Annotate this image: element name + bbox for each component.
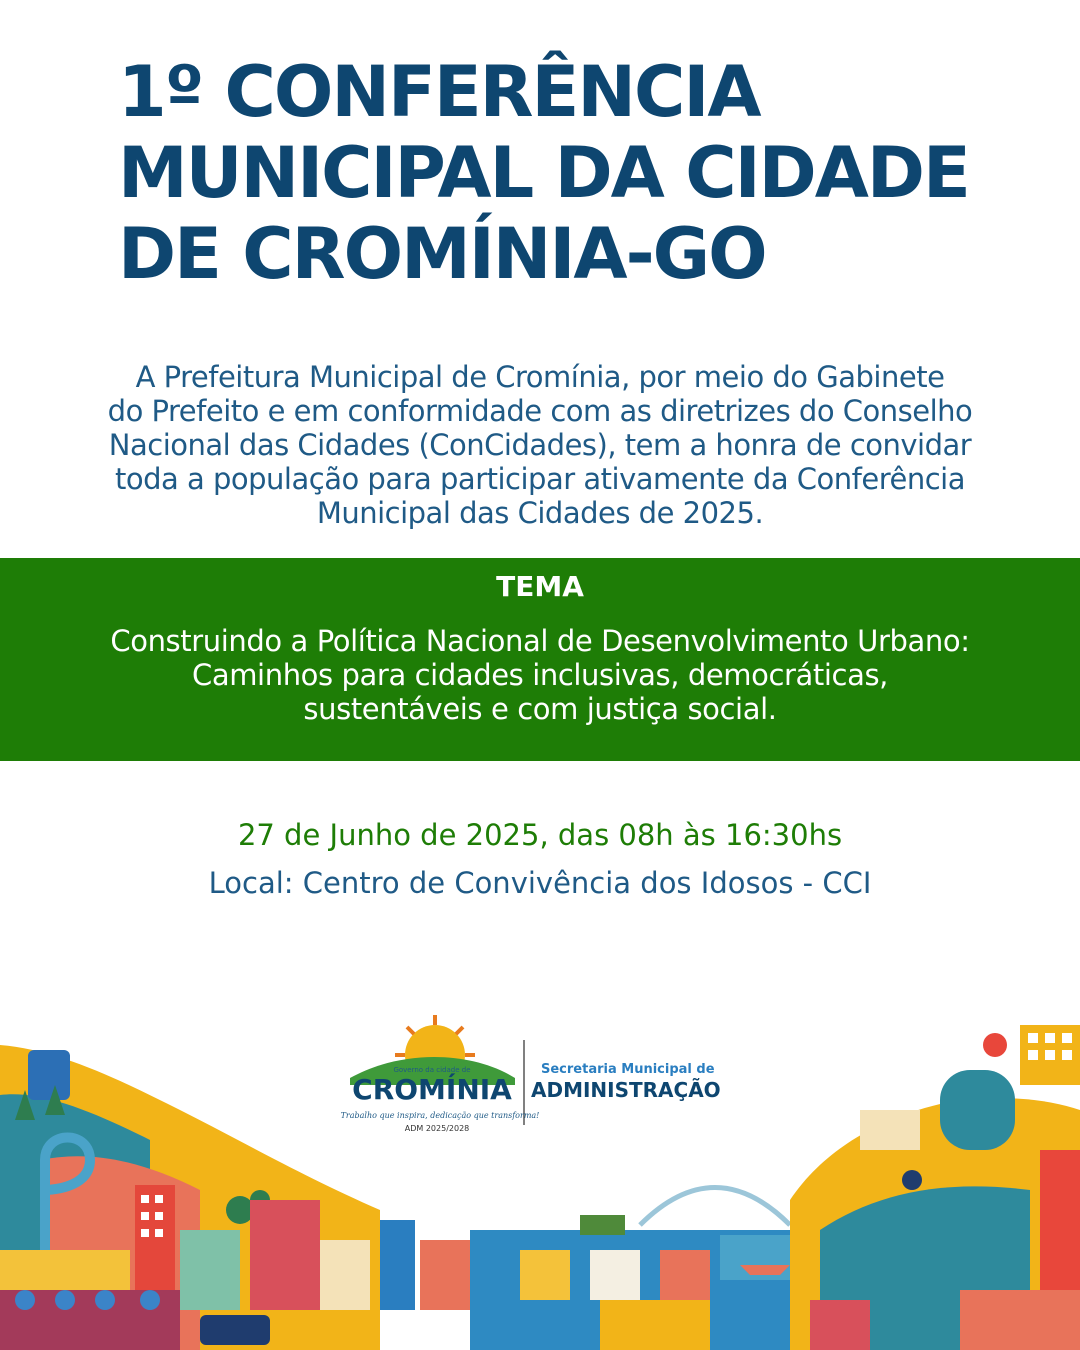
location-pin-icon <box>983 1033 1007 1057</box>
event-location: Local: Centro de Convivência dos Idosos - CCI <box>208 866 872 900</box>
city-logo-slogan: Trabalho que inspira, dedicação que transforma! <box>340 1111 540 1120</box>
city-logo-name: CROMÍNIA <box>352 1073 512 1106</box>
city-logo-term: ADM 2025/2028 <box>404 1124 470 1133</box>
event-date: 27 de Junho de 2025, das 08h às 16:30hs <box>237 818 843 852</box>
cyclist-icon <box>902 1170 922 1190</box>
intro-line: Nacional das Cidades (ConCidades), tem a honra de convidar <box>108 428 972 462</box>
intro-line: A Prefeitura Municipal de Cromínia, por meio do Gabinete <box>135 360 945 394</box>
intro-line: do Prefeito e em conformidade com as diretrizes do Conselho <box>107 394 973 428</box>
theme-line: Caminhos para cidades inclusivas, democráticas, <box>191 658 889 692</box>
truck-icon <box>580 1215 625 1235</box>
theme-line: sustentáveis e com justiça social. <box>303 692 777 726</box>
theme-label: TEMA <box>496 570 584 603</box>
city-logo-small: Governo da cidade de <box>393 1066 471 1074</box>
intro-line: toda a população para participar ativamente da Conferência <box>114 462 966 496</box>
title-line-1: 1º CONFERÊNCIA <box>118 51 760 133</box>
intro-paragraph <box>30 360 1050 530</box>
secretariat-line-2: ADMINISTRAÇÃO <box>531 1078 721 1102</box>
intro-line: Municipal das Cidades de 2025. <box>316 496 764 530</box>
theme-text <box>20 624 1060 726</box>
page-title <box>118 52 1018 295</box>
theme-line: Construindo a Política Nacional de Desenvolvimento Urbano: <box>110 624 970 658</box>
title-line-2: MUNICIPAL DA CIDADE <box>118 132 969 214</box>
secretariat-line-1: Secretaria Municipal de <box>541 1062 715 1077</box>
title-line-3: DE CROMÍNIA-GO <box>118 213 766 295</box>
city-illustration <box>0 1000 1080 1350</box>
fist-icon <box>28 1050 70 1100</box>
bus-icon <box>200 1315 270 1345</box>
